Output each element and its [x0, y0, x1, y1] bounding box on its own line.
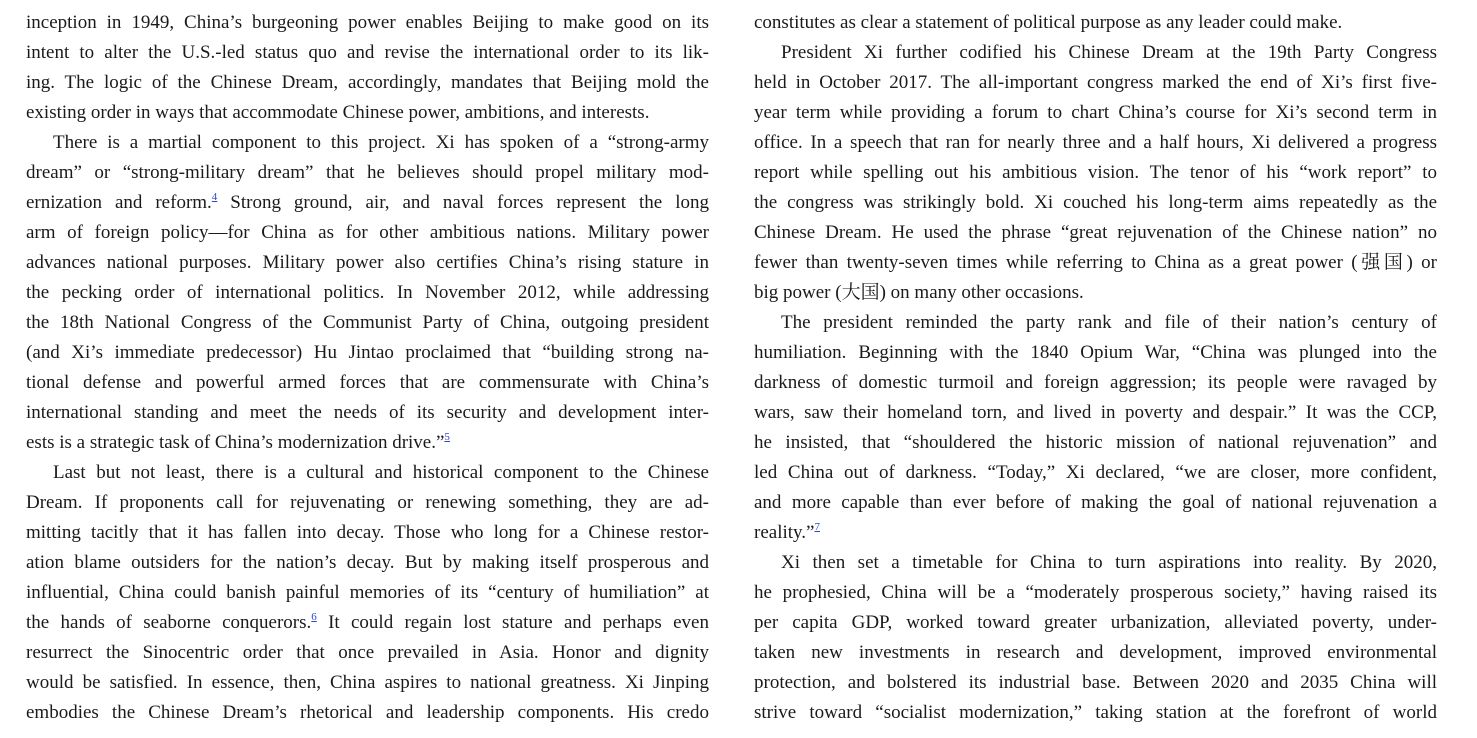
text-line: led China out of darkness. “Today,” Xi declared, “we are closer, more confident, — [754, 462, 1437, 483]
text-line — [26, 608, 709, 638]
text-line: strive toward “socialist modernization,” taking station at the forefront of world — [754, 702, 1437, 723]
text-line: (and Xi’s immediate predecessor) Hu Jintao proclaimed that “building strong na- — [26, 342, 709, 363]
text-line: the pecking order of international politics. In November 2012, while addressing — [26, 282, 709, 303]
text-line: Last but not least, there is a cultural and historical component to the Chinese — [53, 462, 709, 483]
text-line: year term while providing a forum to chart China’s course for Xi’s second term in — [754, 102, 1437, 123]
text-line: There is a martial component to this project. Xi has spoken of a “strong-army — [53, 132, 709, 153]
footnote-link[interactable]: 6 — [311, 611, 317, 623]
text-line: intent to alter the U.S.-led status quo and revise the international order to its lik- — [26, 42, 709, 63]
left-column — [26, 8, 709, 728]
text-line: office. In a speech that ran for nearly three and a half hours, Xi delivered a progress — [754, 132, 1437, 153]
text-line: Xi then set a timetable for China to turn aspirations into reality. By 2020, — [781, 552, 1437, 573]
text-line: influential, China could banish painful memories of its “century of humiliation” at — [26, 582, 709, 603]
text-line: resurrect the Sinocentric order that once prevailed in Asia. Honor and dignity — [26, 642, 709, 663]
text-line: arm of foreign policy—for China as for other ambitious nations. Military power — [26, 222, 709, 243]
text-line: existing order in ways that accommodate Chinese power, ambitions, and interests. — [26, 102, 650, 123]
text-segment: ests is a strategic task of China’s modernization drive.” — [26, 432, 445, 453]
text-segment: Strong ground, air, and naval forces represent the long — [217, 192, 709, 213]
footnote-link[interactable]: 4 — [211, 191, 218, 203]
text-line: would be satisfied. In essence, then, China aspires to national greatness. Xi Jinping — [26, 672, 709, 693]
text-line: fewer than twenty-seven times while referring to China as a great power (强国) or — [754, 252, 1437, 273]
text-line: he prophesied, China will be a “moderately prosperous society,” having raised its — [754, 582, 1437, 603]
text-line: The president reminded the party rank and file of their nation’s century of — [781, 312, 1437, 333]
text-line: report while spelling out his ambitious vision. The tenor of his “work report” to — [754, 162, 1437, 183]
text-line: humiliation. Beginning with the 1840 Opium War, “China was plunged into the — [754, 342, 1437, 363]
text-line: Chinese Dream. He used the phrase “great rejuvenation of the Chinese nation” no — [754, 222, 1437, 243]
text-line: held in October 2017. The all-important congress marked the end of Xi’s first five- — [754, 72, 1437, 93]
right-column — [754, 8, 1437, 728]
text-line: big power (大国) on many other occasions. — [754, 282, 1084, 303]
text-segment: ernization and reform. — [26, 192, 212, 213]
text-line: darkness of domestic turmoil and foreign aggression; its people were ravaged by — [754, 372, 1437, 393]
text-line: and more capable than ever before of making the goal of national rejuvenation a — [754, 492, 1437, 513]
text-line: per capita GDP, worked toward greater urbanization, alleviated poverty, under- — [754, 612, 1437, 633]
text-line: wars, saw their homeland torn, and lived in poverty and despair.” It was the CCP, — [754, 402, 1437, 423]
text-line: President Xi further codified his Chinese Dream at the 19th Party Congress — [781, 42, 1437, 63]
text-line: ing. The logic of the Chinese Dream, accordingly, mandates that Beijing mold the — [26, 72, 709, 93]
text-line: embodies the Chinese Dream’s rhetorical and leadership components. His credo — [26, 702, 709, 723]
footnote-link[interactable]: 7 — [814, 521, 820, 533]
text-segment: reality.” — [754, 522, 815, 543]
text-line: taken new investments in research and development, improved environmental — [754, 642, 1437, 663]
text-line: he insisted, that “shouldered the historic mission of national rejuvenation” and — [754, 432, 1437, 453]
text-line: the 18th National Congress of the Communist Party of China, outgoing president — [26, 312, 709, 333]
text-segment: the hands of seaborne conquerors. — [26, 612, 312, 633]
text-line — [26, 188, 709, 218]
text-line: ation blame outsiders for the nation’s decay. But by making itself prosperous and — [26, 552, 709, 573]
text-line: Dream. If proponents call for rejuvenating or renewing something, they are ad- — [26, 492, 709, 513]
text-line — [754, 518, 1437, 548]
text-line: constitutes as clear a statement of political purpose as any leader could make. — [754, 12, 1343, 33]
text-line: the congress was strikingly bold. Xi couched his long-term aims repeatedly as the — [754, 192, 1437, 213]
text-line: dream” or “strong-military dream” that he believes should propel military mod- — [26, 162, 709, 183]
text-line: tional defense and powerful armed forces that are commensurate with China’s — [26, 372, 709, 393]
text-line — [26, 428, 709, 458]
text-line: mitting tacitly that it has fallen into decay. Those who long for a Chinese restor- — [26, 522, 709, 543]
text-line: international standing and meet the needs of its security and development inter- — [26, 402, 709, 423]
footnote-link[interactable]: 5 — [444, 431, 450, 443]
text-segment: It could regain lost stature and perhaps even — [316, 612, 709, 633]
text-line: inception in 1949, China’s burgeoning power enables Beijing to make good on its — [26, 12, 709, 33]
text-line: advances national purposes. Military power also certifies China’s rising stature in — [26, 252, 709, 273]
text-line: protection, and bolstered its industrial base. Between 2020 and 2035 China will — [754, 672, 1437, 693]
